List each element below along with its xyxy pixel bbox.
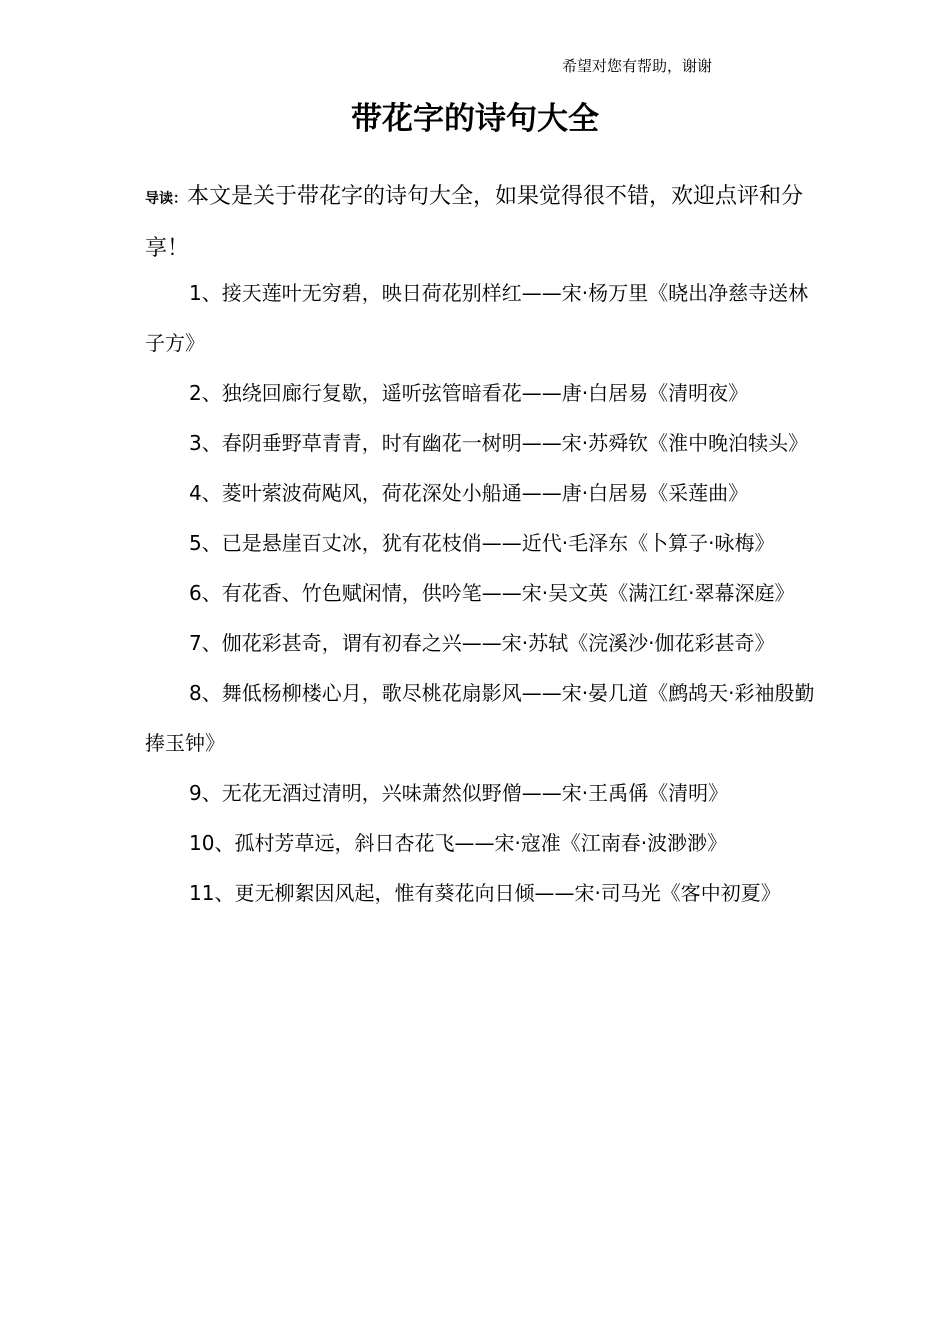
document-title: 带花字的诗句大全 [351,101,599,137]
poem-line-1: 1、接天莲叶无穷碧，映日荷花别样红——宋·杨万里《晓出净慈寺送林子方》 [145,281,809,355]
poem-line-11: 11、更无柳絮因风起，惟有葵花向日倾——宋·司马光《客中初夏》 [189,881,781,905]
intro-label: 导读： [145,191,187,207]
poem-line-7: 7、伽花彩甚奇，谓有初春之兴——宋·苏轼《浣溪沙·伽花彩甚奇》 [189,631,775,655]
poem-line-3: 3、春阴垂野草青青，时有幽花一树明——宋·苏舜钦《淮中晚泊犊头》 [189,431,809,455]
poem-line-9: 9、无花无酒过清明，兴味萧然似野僧——宋·王禹偁《清明》 [189,781,729,805]
poem-list [145,268,825,918]
poem-line-2: 2、独绕回廊行复歇，遥听弦管暗看花——唐·白居易《清明夜》 [189,381,749,405]
poem-line-5: 5、已是悬崖百丈冰，犹有花枝俏——近代·毛泽东《卜算子·咏梅》 [189,531,775,555]
intro-paragraph [145,172,825,274]
poem-line-10: 10、孤村芳草远，斜日杏花飞——宋·寇准《江南春·波渺渺》 [189,831,728,855]
poem-line-4: 4、菱叶萦波荷飐风，荷花深处小船通——唐·白居易《采莲曲》 [189,481,749,505]
poem-line-8: 8、舞低杨柳楼心月，歌尽桃花扇影风——宋·晏几道《鹧鸪天·彩袖殷勤捧玉钟》 [145,681,815,755]
header-note: 希望对您有帮助，谢谢 [562,57,713,75]
intro-text: 本文是关于带花字的诗句大全，如果觉得很不错，欢迎点评和分享！ [145,184,804,261]
poem-line-6: 6、有花香、竹色赋闲情，供吟笔——宋·吴文英《满江红·翠幕深庭》 [189,581,795,605]
